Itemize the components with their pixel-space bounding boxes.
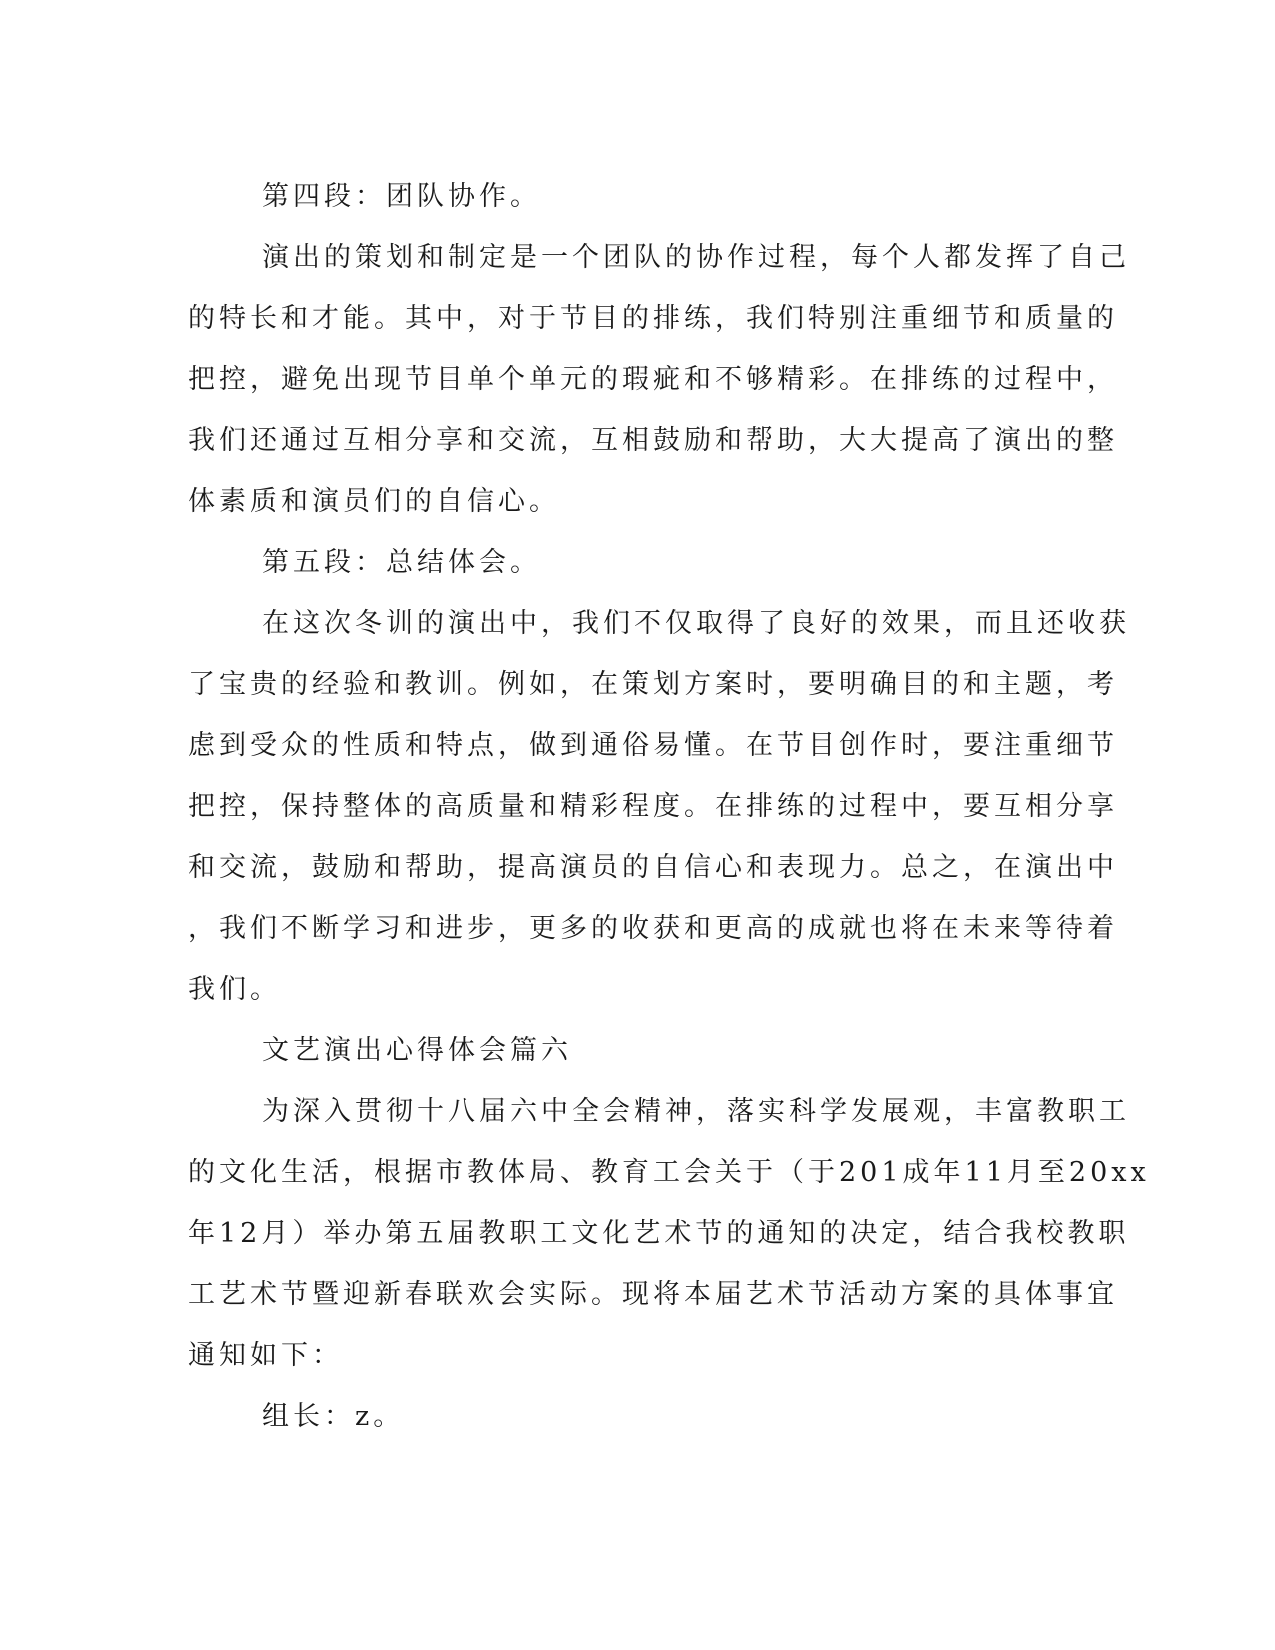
- paragraph-line: 我们。: [188, 974, 281, 1005]
- paragraph-line: 和交流，鼓励和帮助，提高演员的自信心和表现力。总之，在演出中: [188, 852, 1118, 883]
- paragraph-line: 虑到受众的性质和特点，做到通俗易懂。在节目创作时，要注重细节: [188, 730, 1118, 761]
- paragraph-line: 把控，避免出现节目单个单元的瑕疵和不够精彩。在排练的过程中，: [188, 364, 1118, 395]
- paragraph-line: 在这次冬训的演出中，我们不仅取得了良好的效果，而且还收获: [262, 608, 1130, 639]
- paragraph-line: 把控，保持整体的高质量和精彩程度。在排练的过程中，要互相分享: [188, 791, 1118, 822]
- paragraph-line: 了宝贵的经验和教训。例如，在策划方案时，要明确目的和主题，考: [188, 669, 1118, 700]
- paragraph-line: 我们还通过互相分享和交流，互相鼓励和帮助，大大提高了演出的整: [188, 425, 1118, 456]
- section-heading-4: 第四段：团队协作。: [262, 181, 541, 212]
- paragraph-line: 的文化生活，根据市教体局、教育工会关于（于201成年11月至20xx: [188, 1157, 1150, 1188]
- paragraph-line: 演出的策划和制定是一个团队的协作过程，每个人都发挥了自己: [262, 242, 1130, 273]
- group-leader-line: 组长：z。: [262, 1401, 405, 1432]
- article-title: 文艺演出心得体会篇六: [262, 1035, 572, 1066]
- section-heading-5: 第五段：总结体会。: [262, 547, 541, 578]
- paragraph-line: ，我们不断学习和进步，更多的收获和更高的成就也将在未来等待着: [188, 913, 1118, 944]
- paragraph-line: 的特长和才能。其中，对于节目的排练，我们特别注重细节和质量的: [188, 303, 1118, 334]
- document-body: [188, 166, 1150, 1447]
- paragraph-line: 工艺术节暨迎新春联欢会实际。现将本届艺术节活动方案的具体事宜: [188, 1279, 1118, 1310]
- paragraph-line: 通知如下：: [188, 1340, 343, 1371]
- paragraph-line: 体素质和演员们的自信心。: [188, 486, 560, 517]
- paragraph-line: 年12月）举办第五届教职工文化艺术节的通知的决定，结合我校教职: [188, 1218, 1130, 1249]
- paragraph-line: 为深入贯彻十八届六中全会精神，落实科学发展观，丰富教职工: [262, 1096, 1130, 1127]
